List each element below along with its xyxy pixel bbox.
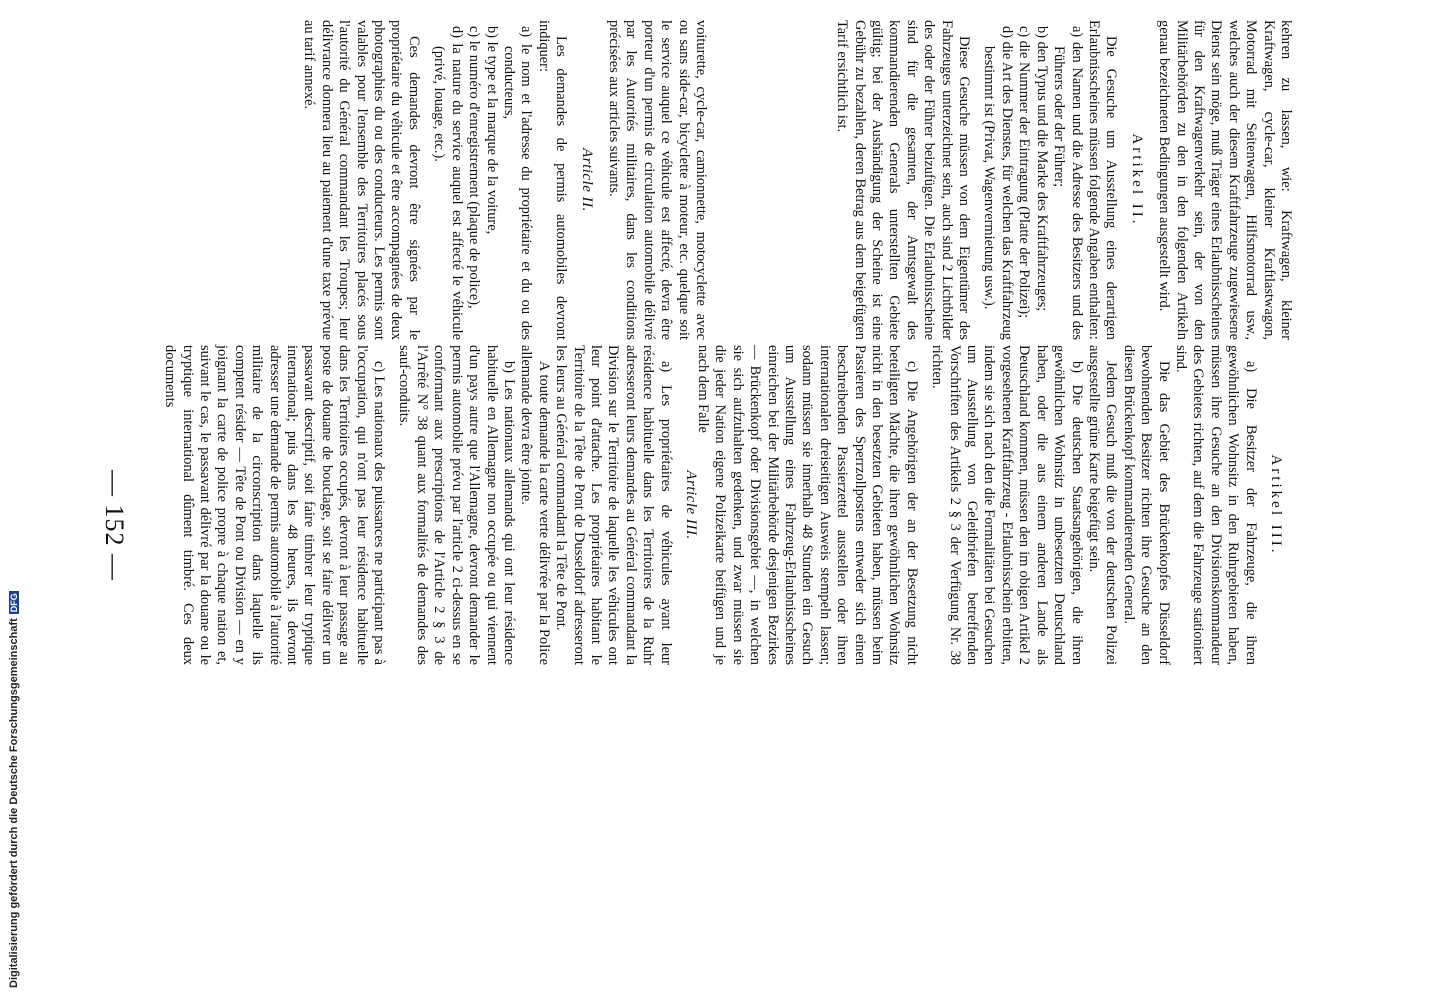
french-article-3-a2: A toute demande la carte verte délivrée par la Police allemande devra être jointe. (518, 345, 552, 665)
french-item-b: b) le type et la marque de la voiture, (483, 26, 500, 235)
french-article-3-b: b) Les nationaux allemands qui ont leur résidence habituelle en Allemagne non occupée ou qui viennent d'un pays autre que l'Allemagne, devront demander le permis automobile prévu par l'article 2 ci-dessus en se conformant aux prescriptions de l'Article 2 § 3 de l'Arrêté N° 38 quant aux formalités de demandes des sauf-conduits. (396, 345, 517, 665)
french-column-lower (161, 345, 709, 665)
digitization-footer (8, 591, 20, 988)
french-article-3-heading: Article III. (683, 470, 699, 540)
french-column-upper (300, 20, 709, 340)
french-article-2-heading: Article II. (578, 148, 595, 212)
french-item-a: a) le nom et l'adresse du propriétaire et du ou des conducteurs, (500, 26, 535, 340)
german-article-2-paragraph: Diese Gesuche müssen von dem Eigentümer des Fahrzeuges unterzeichnet sein, auch sind 2 Lichtbilder des oder der Führer beizufügen. Die Erlaubnisscheine sind für die gesamten, der Amtsgewalt des kommandierenden Generals unterstellten Gebiete gültig; bei der Aushändigung der Scheine ist eine Gebühr zu bezahlen, deren Betrag aus dem beigefügten Tarif ersichtlich ist. (834, 20, 973, 340)
german-article-3-b: b) Die deutschen Staatsangehörigen, die ihren gewöhnlichen Wohnsitz in unbesetzten Deutschland haben, oder die aus einem anderen Lande als Deutschland kommen, müssen den im obigen Artikel 2 vorgesehenen Kraftfahrzeug - Erlaubnisschein erbitten, indem sie sich nach den die Formalitäten bei Gesuchen um Ausstellung von Geleitbriefen betreffenden Vorschriften des Artikels 2 § 3 der Verfügung Nr. 38 richten. (929, 345, 1085, 665)
german-item-b: b) den Typus und die Marke des Kraftfahrzeuges; (1033, 26, 1050, 312)
dfg-logo: DFG (9, 593, 19, 613)
french-item-d: d) la nature du service auquel est affecté le véhicule (privé, louage, etc.). (431, 26, 465, 340)
german-column-upper (833, 20, 1294, 340)
german-article-3-a: a) Die Besitzer der Fahrzeuge, die ihren gewöhnlichen Wohnsitz in den Ruhrgebieten haben, müssen ihre Gesuche an den Divisionskommandeur des Gebietes richten, auf dem die Fahrzeuge stationiert sind. (1172, 345, 1259, 665)
german-article-3-a3: Jedem Gesuch muß die von der deutschen Polizei ausgestellte grüne Karte beigefügt sein. (1085, 345, 1120, 665)
german-article-3-heading: Artikel III. (1268, 454, 1284, 556)
german-article-2-intro: Die Gesuche um Ausstellung eines derartigen Erlaubnisscheines müssen folgende Angaben enthalten: (1085, 20, 1120, 340)
digitization-text: Digitalisierung gefördert durch die Deutsche Forschungsgemeinschaft (8, 618, 20, 988)
french-article-3-a: a) Les propriétaires de véhicules ayant leur résidence habituelle dans les Territoires de la Ruhr adresseront leurs demandes au Général commandant la Division sur le Territoire de laquelle les véhicules ont leur point d'attache. Les propriétaires habitant le Territoire de la Tête de Pont de Dusseldorf adresseront les leurs au Général commandant la Tête de Pont. (553, 345, 674, 665)
german-article-2-heading: Artikel II. (1128, 133, 1145, 227)
page-number: — 152 — (100, 470, 129, 581)
german-item-c: c) die Nummer der Eintragung (Platte der Polizei); (1016, 26, 1033, 319)
german-item-a: a) den Namen und die Adresse des Besitzers und des Führers oder der Führer; (1051, 26, 1085, 340)
german-intro: kehren zu lassen, wie: Kraftwagen, kleiner Kraftwagen, cycle-car, kleiner Kraftlastwagon, Motorrad mit Seitenwagen, Hilfsmotorrad usw., welches auch der diesem Kraftfahrzeuge zugewiesene Dienst sein möge, muß Träger eines Erlaubnisscheines für den Kraftwagenverkehr sein, der von den Militärbehörden zu den in den folgenden Artikeln genau bezeichneten Bedingungen ausgestellt wird. (1156, 20, 1294, 340)
french-article-2-intro: Les demandes de permis automobiles devront indiquer: (535, 20, 570, 340)
german-item-d: d) die Art des Dienstes, für welchen das Kraftfahrzeug bestimmt ist (Privat, Wagenvermietung usw.). (981, 26, 1015, 340)
french-article-2-paragraph: Ces demandes devront être signées par le propriétaire du véhicule et être accompagnées de deux photographies du ou des conducteurs. Les permis sont valables pour l'ensemble des Territoires placés sous l'autorité du Général commandant les Troupes; leur délivrance donnera lieu au paiement d'une taxe prévue au tarif annexé. (301, 20, 422, 340)
french-item-c: c) le numéro d'enregistrement (plaque de police), (466, 26, 483, 309)
german-article-3-c: c) Die Angehörigen der an der Besetzung nicht beteiligten Mächte, die ihren gewöhnlichen Wohnsitz nicht in den besetzten Gebieten haben, müssen beim Passieren des Sperrzollpostens entweder sich einen beschreibenden Passierzettel ausstellen oder ihren internationalen dreiseitigen Ausweis stempeln lassen; sodann müssen sie innerhalb 48 Stunden ein Gesuch um Ausstellung eines Fahrzeug-Erlaubnisscheines einreichen bei der Militärbehörde desjenigen Bezirkes — Brückenkopf oder Divisionsgebiet —, in welchen sie sich aufzuhalten gedenken, und zwar müssen sie die jeder Nation eigene Polizeikarte beifügen und je nach dem Falle (695, 345, 920, 665)
french-intro: voiturette, cycle-car, camionnette, motocyclette avec ou sans side-car, bicyclette à moteur, etc. quelque soit le service auquel ce véhicule est affecté, devra être porteur d'un permis de circulation automobile délivré par les Autorités militaires, dans les conditions précisées aux articles suivants. (605, 20, 709, 340)
french-article-3-c: c) Les nationaux des puissances ne participant pas à l'occupation, qui n'ont pas leur résidence habituelle dans les Territoires occupés, devront à leur passage au poste de douane de bouclage, soit se faire délivrer un passavant descriptif, soit faire timbrer leur tryptique international; puis dans les 48 heures, ils devront adresser une demande de permis automobile à l'autorité militaire de la circonscription dans laquelle ils comptent résider — Tête de Pont ou Division — en y joignant la carte de police propre à chaque nation et, suivant le cas, le passavant délivré par la douane ou le tryptique international dûment timbré. Ces deux documents (162, 345, 388, 665)
german-column-lower (694, 345, 1294, 665)
german-article-3-a2: Die das Gebiet des Brückenkopfes Düsseldorf bewohnenden Besitzer richten ihre Gesuche an den diesen Brückenkopf kommandierenden General. (1120, 345, 1172, 665)
